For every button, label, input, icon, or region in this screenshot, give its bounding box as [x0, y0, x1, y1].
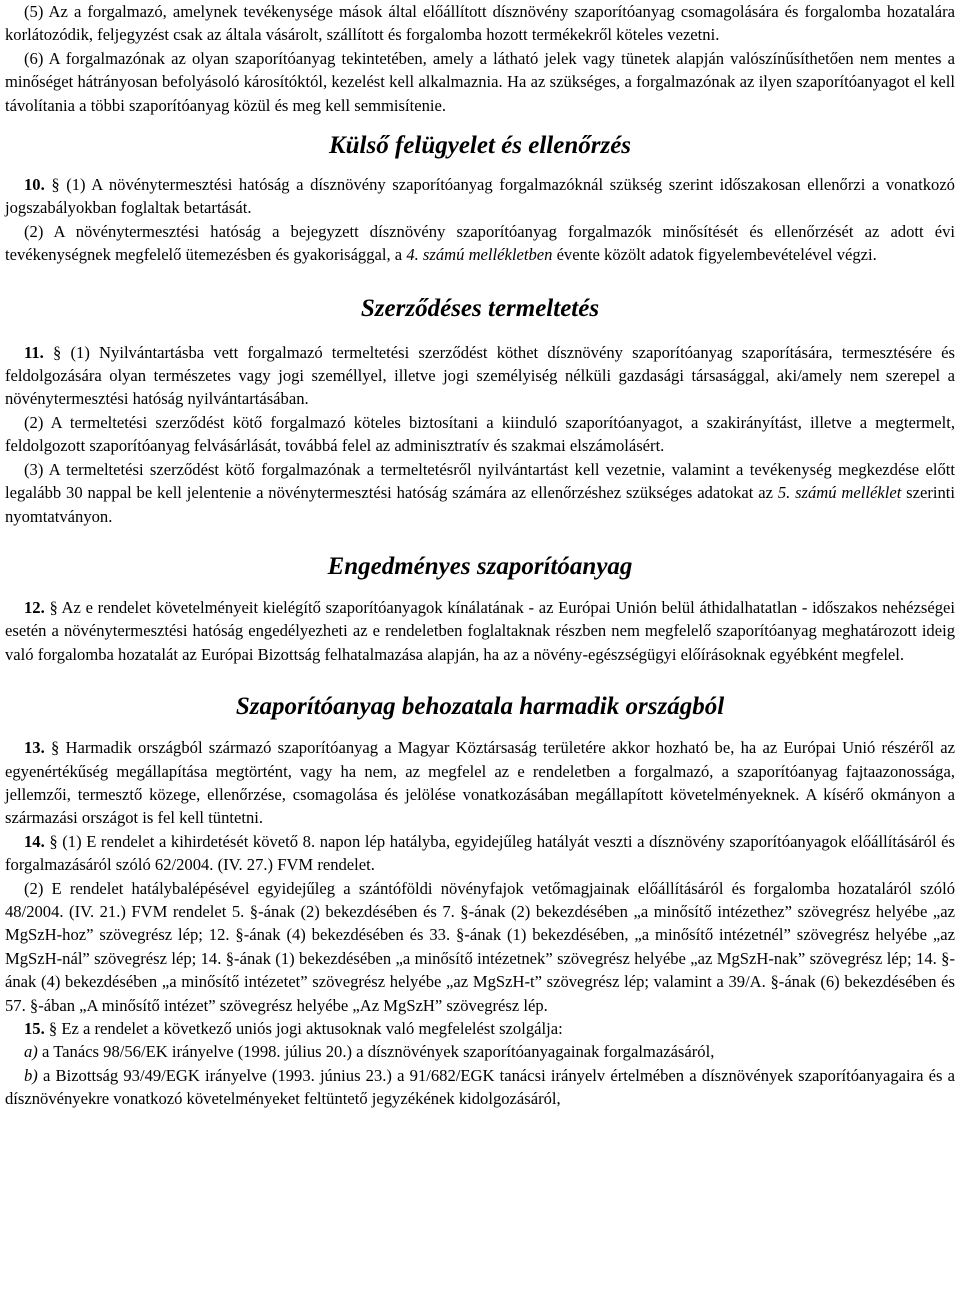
section-12-paragraph-1: [5, 596, 955, 666]
list-label: a): [24, 1042, 38, 1062]
paragraph-text: § Harmadik országból származó szaporítóanyag a Magyar Köztársaság területére akkor hozható be, ha az Európai Unió részéről az egyenértékűség megállapítása megtörtént, vagy ha nem, az megfelel az e rendeletben a forgalmazó, a szaporítóanyag fajtaazonossága, jellemzői, termesztő közege, ellenőrzése, csomagolása és jelölése vonatkozásában megállapított követelményeknek. A kísérő okmányon a származási országot is fel kell tüntetni.: [5, 738, 955, 828]
list-text: a Tanács 98/56/EK irányelve (1998. július 20.) a dísznövények szaporítóanyagainak forgalmazásáról,: [37, 1042, 715, 1062]
paragraph-6: (6) A forgalmazónak az olyan szaporítóanyag tekintetében, amely a látható jelek vagy tünetek alapján valószínűsíthetően nem mentes a minőséget hátrányosan befolyásoló károsítóktól, kezelést kell alkalmaznia. Ha az szükséges, a forgalmazónak az ilyen szaporítóanyagot el kell távolítania a többi szaporítóanyag közül és meg kell semmisítenie.: [5, 48, 955, 115]
paragraph-text: § (1) Nyilvántartásba vett forgalmazó termeltetési szerződést köthet dísznövény szaporítóanyag szaporítására, termesztésére és feldolgozására olyan természetes vagy jogi személlyel, illetve jogi személyiség nélküli gazdasági társasággal, aki/amely nem szerepel a növénytermesztési hatóság nyilvántartásában.: [5, 342, 955, 409]
heading-engedmenyes-szaporitoanyag: Engedményes szaporítóanyag: [327, 552, 633, 580]
paragraph-text: (3) A termeltetési szerződést kötő forgalmazónak a termeltetésről nyilvántartást kell vezetnie, valamint a tevékenység megkezdése előtt legalább 30 nappal be kell jelentenie a növénytermesztési hatóság számára az ellenőrzéshez szükséges adatokat az: [5, 459, 955, 503]
paragraph-5: (5) Az a forgalmazó, amelynek tevékenysége mások által előállított dísznövény szaporítóanyag csomagolására és forgalomba hozatalára korlátozódik, feljegyzést csak az általa vásárolt, szállított és forgalomba hozott termékekről köteles vezetni.: [5, 2, 955, 45]
heading-szaporitoanyag-behozatala: Szaporítóanyag behozatala harmadik országból: [235, 693, 725, 721]
annex-reference: 5. számú melléklet: [777, 483, 902, 503]
list-item-b: [5, 1064, 955, 1111]
section-10-paragraph-1: [5, 173, 955, 220]
section-15-paragraph-1: [5, 1017, 955, 1040]
paragraph-text: szerinti nyomtatványon.: [5, 483, 955, 526]
annex-reference: 4. számú mellékletben: [406, 245, 553, 265]
section-number: 12.: [24, 597, 45, 617]
paragraph-text: § (1) E rendelet a kihirdetését követő 8. napon lép hatályba, egyidejűleg hatályát veszti a dísznövény szaporítóanyagok előállításáról és forgalmazásáról szóló 62/2004. (IV. 27.) FVM rendelet.: [5, 831, 955, 875]
section-number: 14.: [24, 831, 45, 851]
paragraph-text: § Ez a rendelet a következő uniós jogi aktusoknak való megfelelést szolgálja:: [48, 1019, 563, 1038]
heading-kulso-felugyelet: Külső felügyelet és ellenőrzés: [328, 132, 632, 160]
section-number: 11.: [24, 342, 44, 362]
paragraph-text: évente közölt adatok figyelembevételével végzi.: [552, 245, 877, 265]
section-14-paragraph-2: (2) E rendelet hatálybalépésével egyidejűleg a szántóföldi növényfajok vetőmagjainak előállításáról és forgalomba hozataláról szóló 48/2004. (IV. 21.) FVM rendelet 5. §-ának (2) bekezdésében és 7. §-ának (2) bekezdésében „a minősítő intézethez” szövegrész helyébe „az MgSzH-hoz” szövegrész lép; 12. §-ának (4) bekezdésében és 33. §-ának (1) bekezdésében, „a minősítő intézetnél” szövegrész helyébe „az MgSzH-nál” szövegrész lép; 14. §-ának (1) bekezdésében „a minősítő intézetnek” szövegrész helyébe „az MgSzH-nak” szövegrész lép; 14. §-ának (4) bekezdésében „a minősítő intézetet” szövegrész helyébe „az MgSzH-t” szövegrész lép; valamint a 39/A. §-ának (6) bekezdésében és 57. §-ában „A minősítő intézet” szövegrész helyébe „Az MgSzH” szövegrész lép.: [5, 878, 955, 1015]
list-text: a Bizottság 93/49/EGK irányelve (1993. június 23.) a 91/682/EGK tanácsi irányelv értelmében a dísznövények szaporítóanyagaira és a dísznövényekre vonatkozó követelményeket feltüntető jegyzékének kidolgozásáról,: [5, 1065, 955, 1109]
section-13-paragraph-1: [5, 736, 955, 830]
heading-szerzodeses-termeltetes: Szerződéses termeltetés: [360, 294, 600, 322]
section-11-paragraph-3: [5, 458, 955, 528]
section-number: 13.: [24, 738, 45, 758]
section-11-paragraph-2: (2) A termeltetési szerződést kötő forgalmazó köteles biztosítani a kiinduló szaporítóanyagot, a szakirányítást, illetve a megtermelt, feldolgozott szaporítóanyag felvásárlását, továbbá felel az adminisztratív és szakmai elszámolásért.: [5, 412, 955, 456]
paragraph-text: § (1) A növénytermesztési hatóság a dísznövény szaporítóanyag forgalmazóknál szükség szerint időszakosan ellenőrzi a vonatkozó jogszabályokban foglaltak betartását.: [5, 175, 955, 218]
paragraph-text: (2) A növénytermesztési hatóság a bejegyzett dísznövény szaporítóanyag forgalmazók minősítését és ellenőrzését az adott évi tevékenységnek megfelelő ütemezésben és gyakorisággal, a: [5, 221, 955, 265]
paragraph-text: § Az e rendelet követelményeit kielégítő szaporítóanyagok kínálatának - az Európai Unión belül áthidalhatatlan - időszakos nehézségei esetén a növénytermesztési hatóság engedélyezheti az e rendeletben foglaltaknak részben nem megfelelő szaporítóanyag meghatározott ideig való forgalomba hozatalát az Európai Bizottság felhatalmazása alapján, ha az a növény-egészségügyi előírásoknak egyébként megfelel.: [5, 597, 956, 664]
section-10-paragraph-2: [5, 220, 955, 267]
section-14-paragraph-1: [5, 830, 955, 877]
section-number: 10.: [24, 175, 45, 195]
section-11-paragraph-1: [5, 341, 955, 411]
list-label: b): [24, 1065, 38, 1085]
list-item-a: [5, 1040, 955, 1063]
section-number: 15.: [24, 1019, 45, 1038]
